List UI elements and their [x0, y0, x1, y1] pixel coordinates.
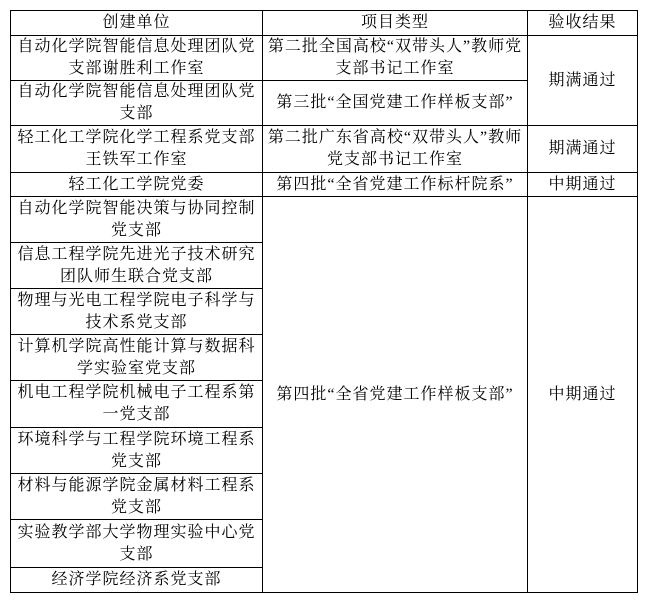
table-row: [11, 197, 638, 243]
unit-cell: 自动化学院智能决策与协同控制党支部: [11, 197, 263, 243]
unit-cell: 机电工程学院机械电子工程系第一党支部: [11, 381, 263, 428]
unit-cell: 物理与光电工程学院电子科学与技术系党支部: [11, 289, 263, 335]
unit-cell: 计算机学院高性能计算与数据科学实验室党支部: [11, 335, 263, 381]
unit-cell: 信息工程学院先进光子技术研究团队师生联合党支部: [11, 243, 263, 289]
unit-cell: 环境科学与工程学院环境工程系党支部: [11, 428, 263, 474]
table-row: [11, 126, 638, 173]
header-creating-unit: 创建单位: [11, 11, 263, 36]
project-cell: 第三批“全国党建工作样板支部”: [263, 81, 528, 126]
unit-cell: 实验教学部大学物理实验中心党支部: [11, 520, 263, 568]
project-cell: 第四批“全省党建工作标杆院系”: [263, 173, 528, 197]
result-cell: 期满通过: [528, 126, 638, 173]
unit-cell: 自动化学院智能信息处理团队党支部: [11, 81, 263, 126]
result-cell: 中期通过: [528, 197, 638, 593]
unit-cell: 经济学院经济系党支部: [11, 568, 263, 593]
unit-cell: 轻工化工学院化学工程系党支部王铁军工作室: [11, 126, 263, 173]
table-row: [11, 173, 638, 197]
unit-cell: 材料与能源学院金属材料工程系党支部: [11, 474, 263, 520]
project-cell: 第二批广东省高校“双带头人”教师党支部书记工作室: [263, 126, 528, 173]
project-cell: 第四批“全省党建工作样板支部”: [263, 197, 528, 593]
result-cell: 期满通过: [528, 36, 638, 126]
unit-cell: 轻工化工学院党委: [11, 173, 263, 197]
header-acceptance-result: 验收结果: [528, 11, 638, 36]
header-project-type: 项目类型: [263, 11, 528, 36]
project-cell: 第二批全国高校“双带头人”教师党支部书记工作室: [263, 36, 528, 81]
table-row: [11, 36, 638, 81]
acceptance-result-table: [10, 10, 638, 593]
unit-cell: 自动化学院智能信息处理团队党支部谢胜利工作室: [11, 36, 263, 81]
result-cell: 中期通过: [528, 173, 638, 197]
table-header-row: [11, 11, 638, 36]
